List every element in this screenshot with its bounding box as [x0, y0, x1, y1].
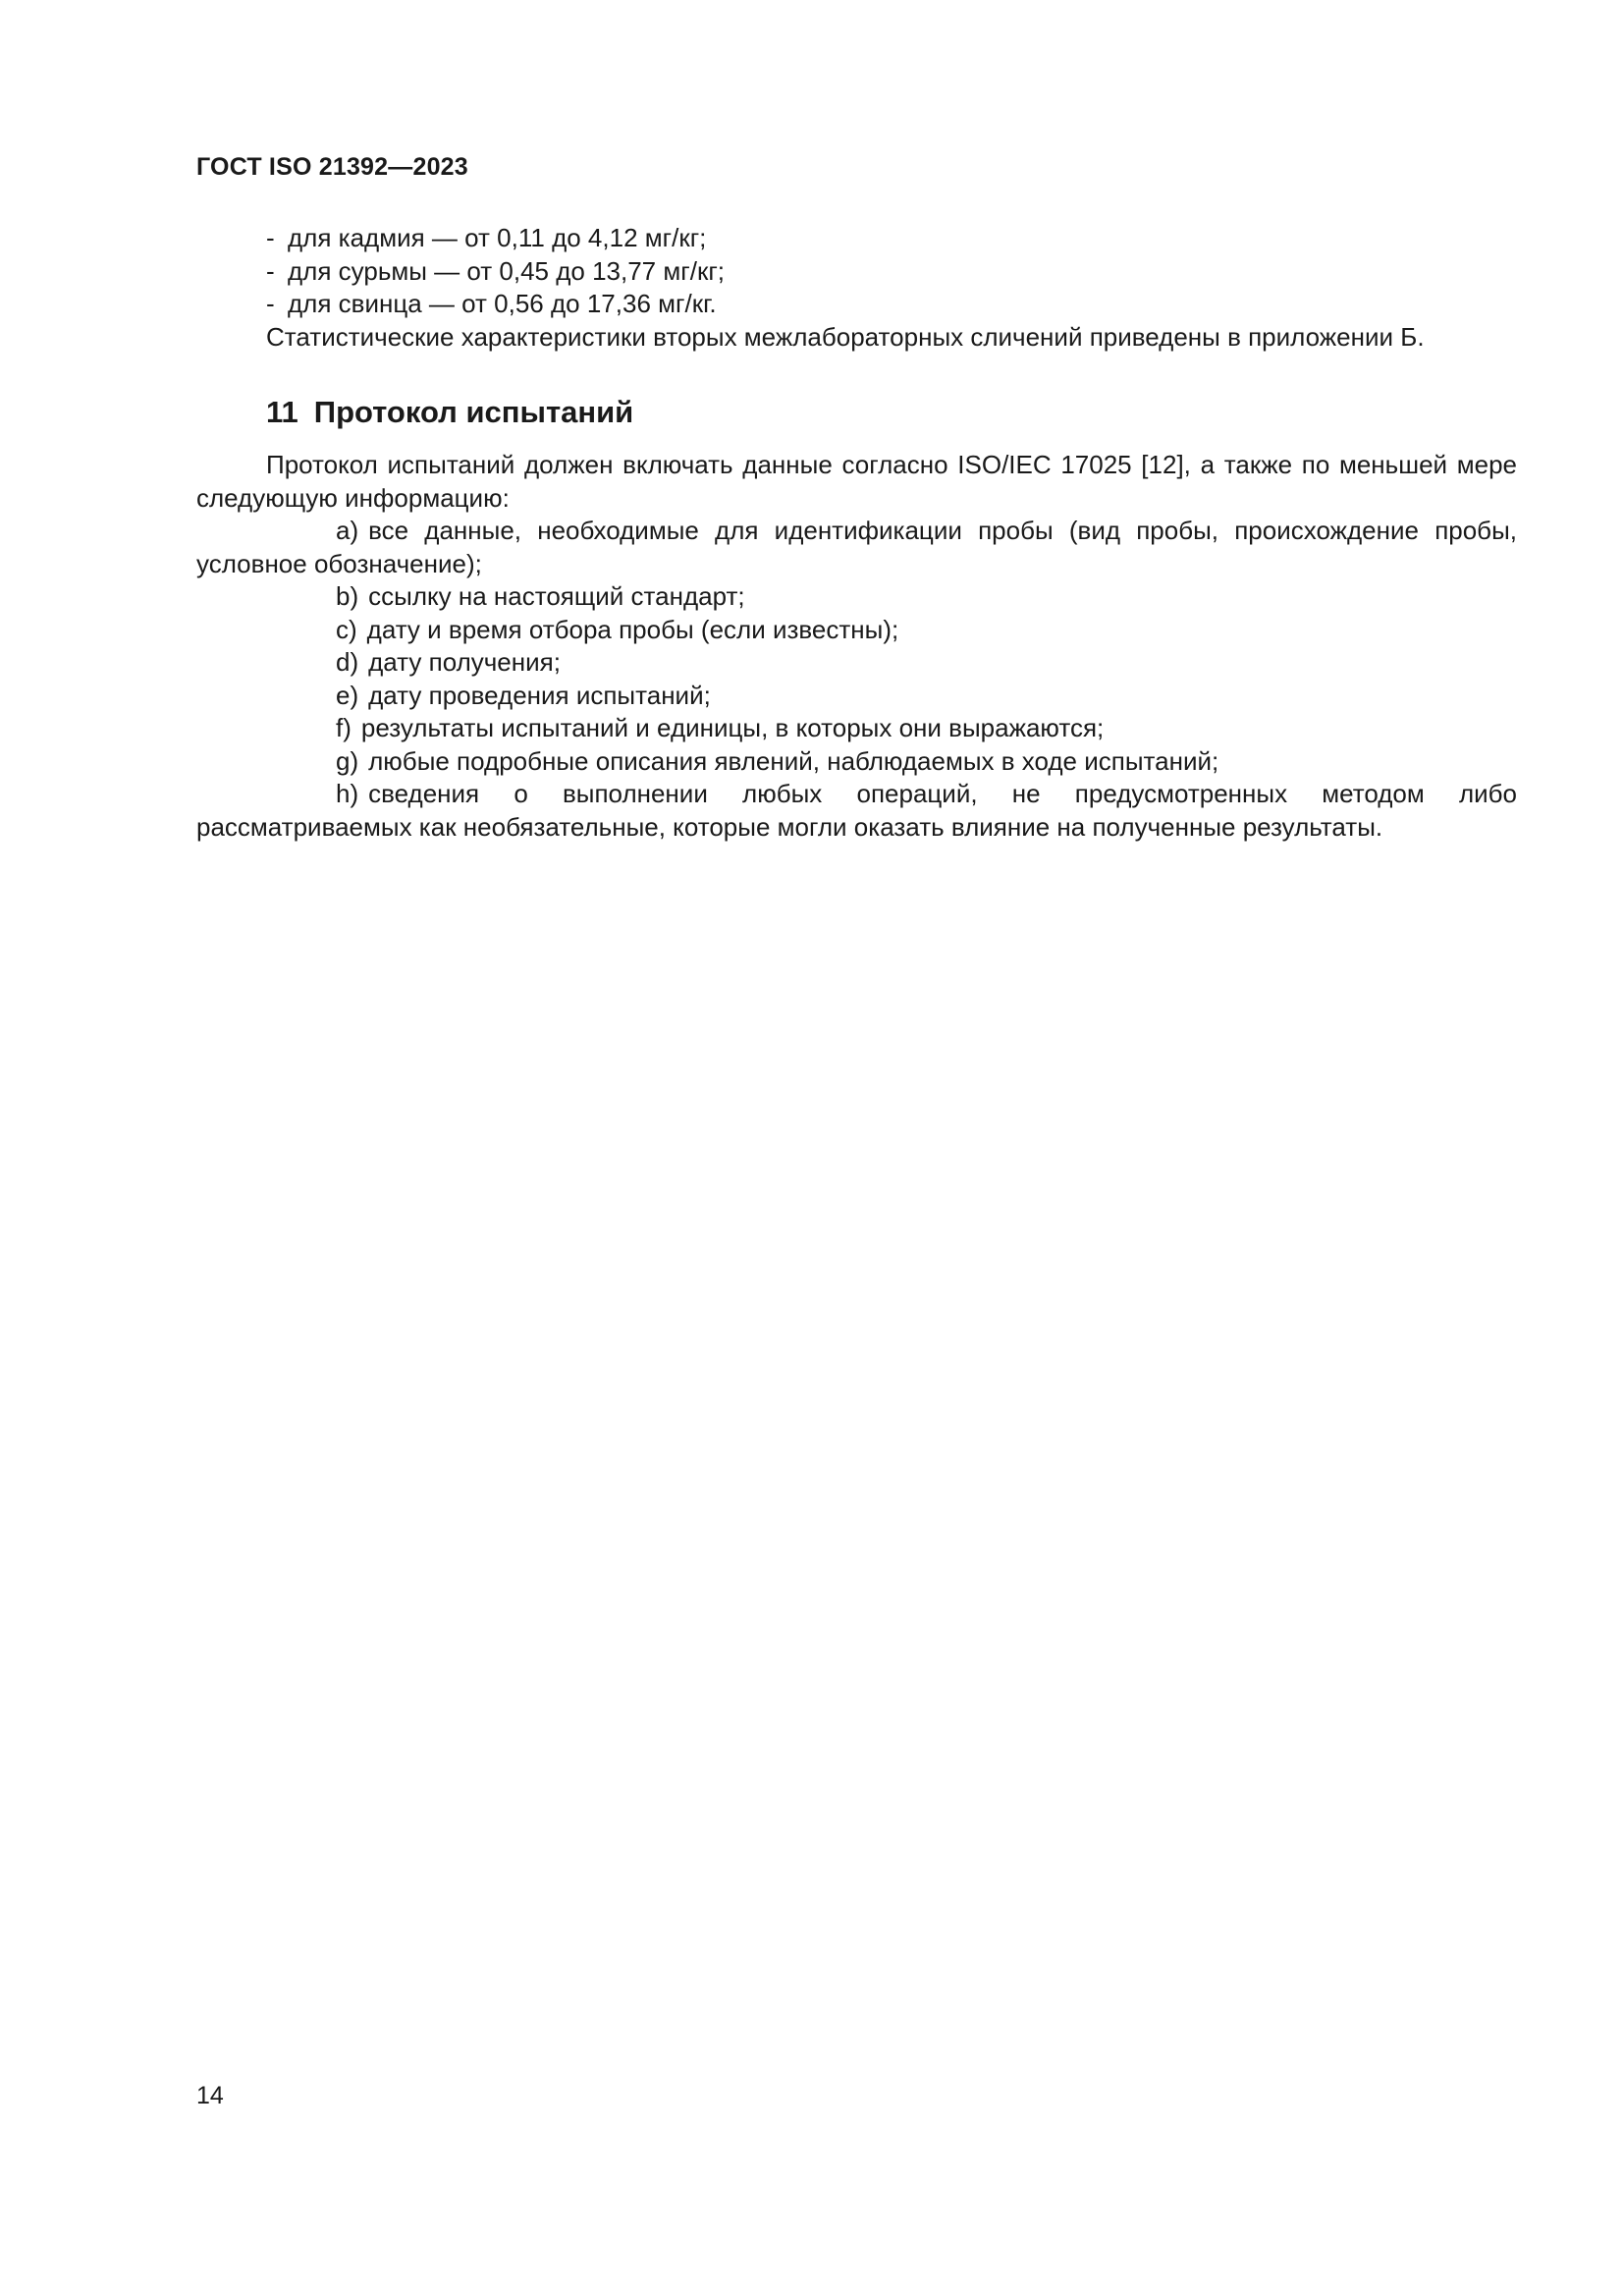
section-intro-paragraph: Протокол испытаний должен включать данные согласно ISO/IEC 17025 [12], а также по меньшей мере следующую информацию: — [196, 450, 1517, 513]
list-item-text: ссылку на настоящий стандарт; — [368, 581, 745, 611]
section-number: 11 — [266, 395, 298, 429]
protocol-requirements-list — [196, 515, 1517, 844]
range-text: для свинца — от 0,56 до 17,36 мг/кг. — [288, 289, 717, 318]
list-item — [196, 614, 1517, 647]
list-item-marker: e) — [336, 680, 359, 710]
list-item-marker: f) — [336, 713, 352, 742]
list-item-marker: c) — [336, 614, 357, 644]
stats-note-paragraph: Статистические характеристики вторых межлабораторных сличений приведены в приложении Б. — [266, 321, 1425, 352]
range-item-antimony — [196, 255, 1517, 289]
list-item-text: результаты испытаний и единицы, в которых они выражаются; — [360, 713, 1105, 742]
list-item — [196, 646, 1517, 680]
list-item-marker: b) — [336, 581, 359, 611]
list-dash: - — [266, 289, 275, 318]
list-dash: - — [266, 255, 275, 286]
list-item — [196, 680, 1517, 713]
list-item-text: сведения о выполнении любых операций, не предусмотренных методом либо рассматриваемых как необязательные, которые могли оказать влияние на полученные результаты. — [196, 779, 1517, 842]
list-item — [196, 515, 1517, 580]
section-heading — [266, 393, 1517, 432]
document-header-code: ГОСТ ISO 21392—2023 — [196, 153, 468, 181]
page-number: 14 — [196, 2082, 224, 2109]
list-item-text: дату и время отбора пробы (если известны); — [366, 614, 899, 644]
range-item-lead — [196, 288, 1517, 321]
list-item-text: дату проведения испытаний; — [368, 680, 711, 710]
list-item-marker: d) — [336, 647, 359, 677]
document-body — [196, 222, 1517, 844]
list-item-marker: g) — [336, 745, 359, 776]
list-item — [196, 712, 1517, 745]
list-item — [196, 745, 1517, 779]
list-item-marker: h) — [336, 779, 359, 808]
section-title: Протокол испытаний — [313, 395, 634, 429]
range-item-cadmium — [196, 222, 1517, 255]
list-item — [196, 580, 1517, 614]
ranges-list — [196, 222, 1517, 321]
list-item-text: дату получения; — [368, 647, 561, 677]
range-text: для сурьмы — от 0,45 до 13,77 мг/кг; — [288, 255, 726, 286]
list-dash: - — [266, 223, 275, 252]
list-item — [196, 778, 1517, 844]
list-item-text: любые подробные описания явлений, наблюдаемых в ходе испытаний; — [368, 745, 1219, 776]
list-item-marker: a) — [336, 516, 359, 545]
range-text: для кадмия — от 0,11 до 4,12 мг/кг; — [288, 223, 707, 252]
list-item-text: все данные, необходимые для идентификации пробы (вид пробы, происхождение пробы, условное обозначение); — [196, 516, 1517, 578]
